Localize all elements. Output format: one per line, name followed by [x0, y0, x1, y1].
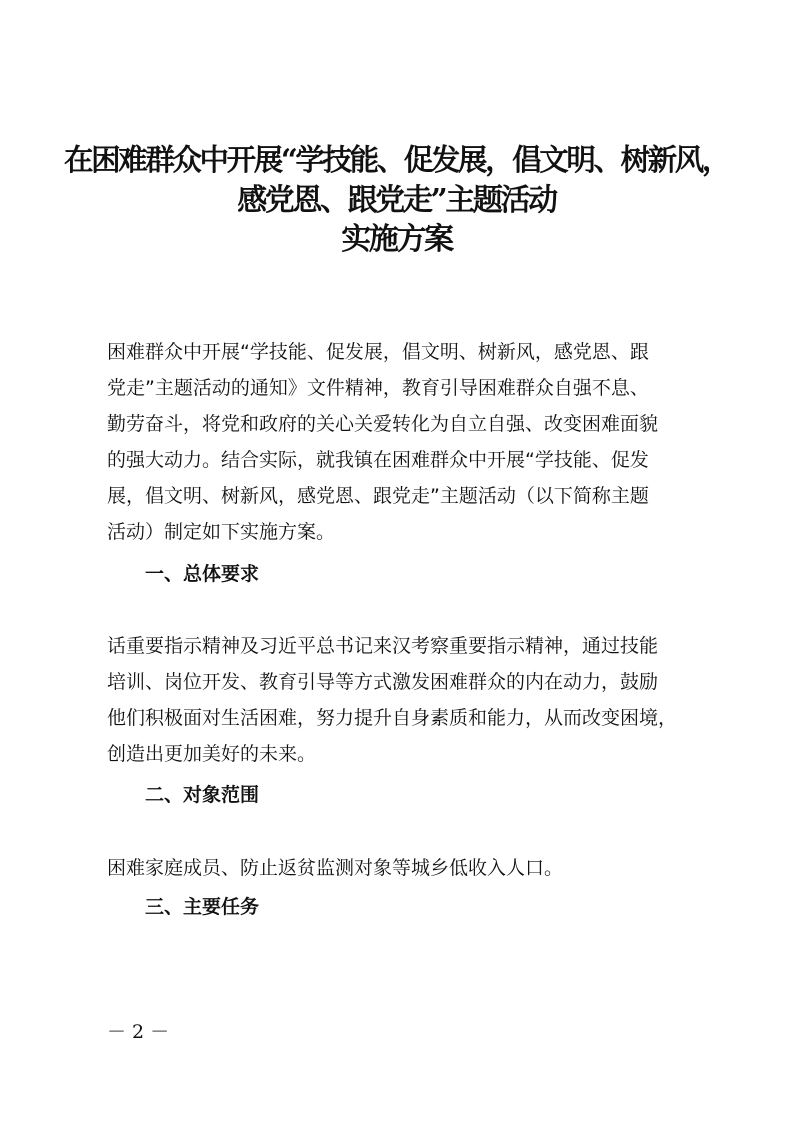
document-title-line-3: 实施方案 [341, 222, 452, 257]
section-heading-3: 三、主要任务 [145, 896, 260, 918]
intro-line: 勤劳奋斗，将党和政府的关心关爱转化为自立自强、改变困难面貌 [107, 413, 659, 435]
intro-line: 困难群众中开展“学技能、促发展，倡文明、树新风，感党恩、跟 [107, 341, 649, 363]
section1-line: 话重要指示精神及习近平总书记来汉考察重要指示精神，通过技能 [107, 635, 659, 657]
document-title-line-2: 感党恩、跟党走”主题活动 [237, 183, 556, 218]
intro-line: 党走”主题活动的通知》文件精神，教育引导困难群众自强不息、 [107, 377, 649, 399]
section2-line [107, 814, 697, 850]
section2-paragraph [107, 814, 697, 886]
section1-line: 创造出更加美好的未来。 [107, 743, 317, 765]
section1-line: 他们积极面对生活困难，努力提升自身素质和能力，从而改变困境， [107, 707, 678, 729]
section-heading-2: 二、对象范围 [145, 784, 260, 806]
intro-line: 展，倡文明、树新风，感党恩、跟党走”主题活动（以下简称主题 [107, 485, 649, 507]
document-title-line-1: 在困难群众中开展“学技能、促发展，倡文明、树新风， [64, 142, 729, 177]
section1-line [107, 592, 697, 628]
intro-line: 的强大动力。结合实际，就我镇在困难群众中开展“学技能、促发 [107, 449, 649, 471]
section1-paragraph [107, 592, 697, 772]
section-heading-1: 一、总体要求 [145, 563, 260, 585]
page-number: － 2 － [107, 1021, 170, 1043]
section2-line: 困难家庭成员、防止返贫监测对象等城乡低收入人口。 [107, 857, 564, 879]
intro-line [107, 298, 697, 334]
intro-line: 活动）制定如下实施方案。 [107, 521, 336, 543]
intro-paragraph [107, 298, 697, 550]
section1-line: 培训、岗位开发、教育引导等方式激发困难群众的内在动力，鼓励 [107, 671, 659, 693]
